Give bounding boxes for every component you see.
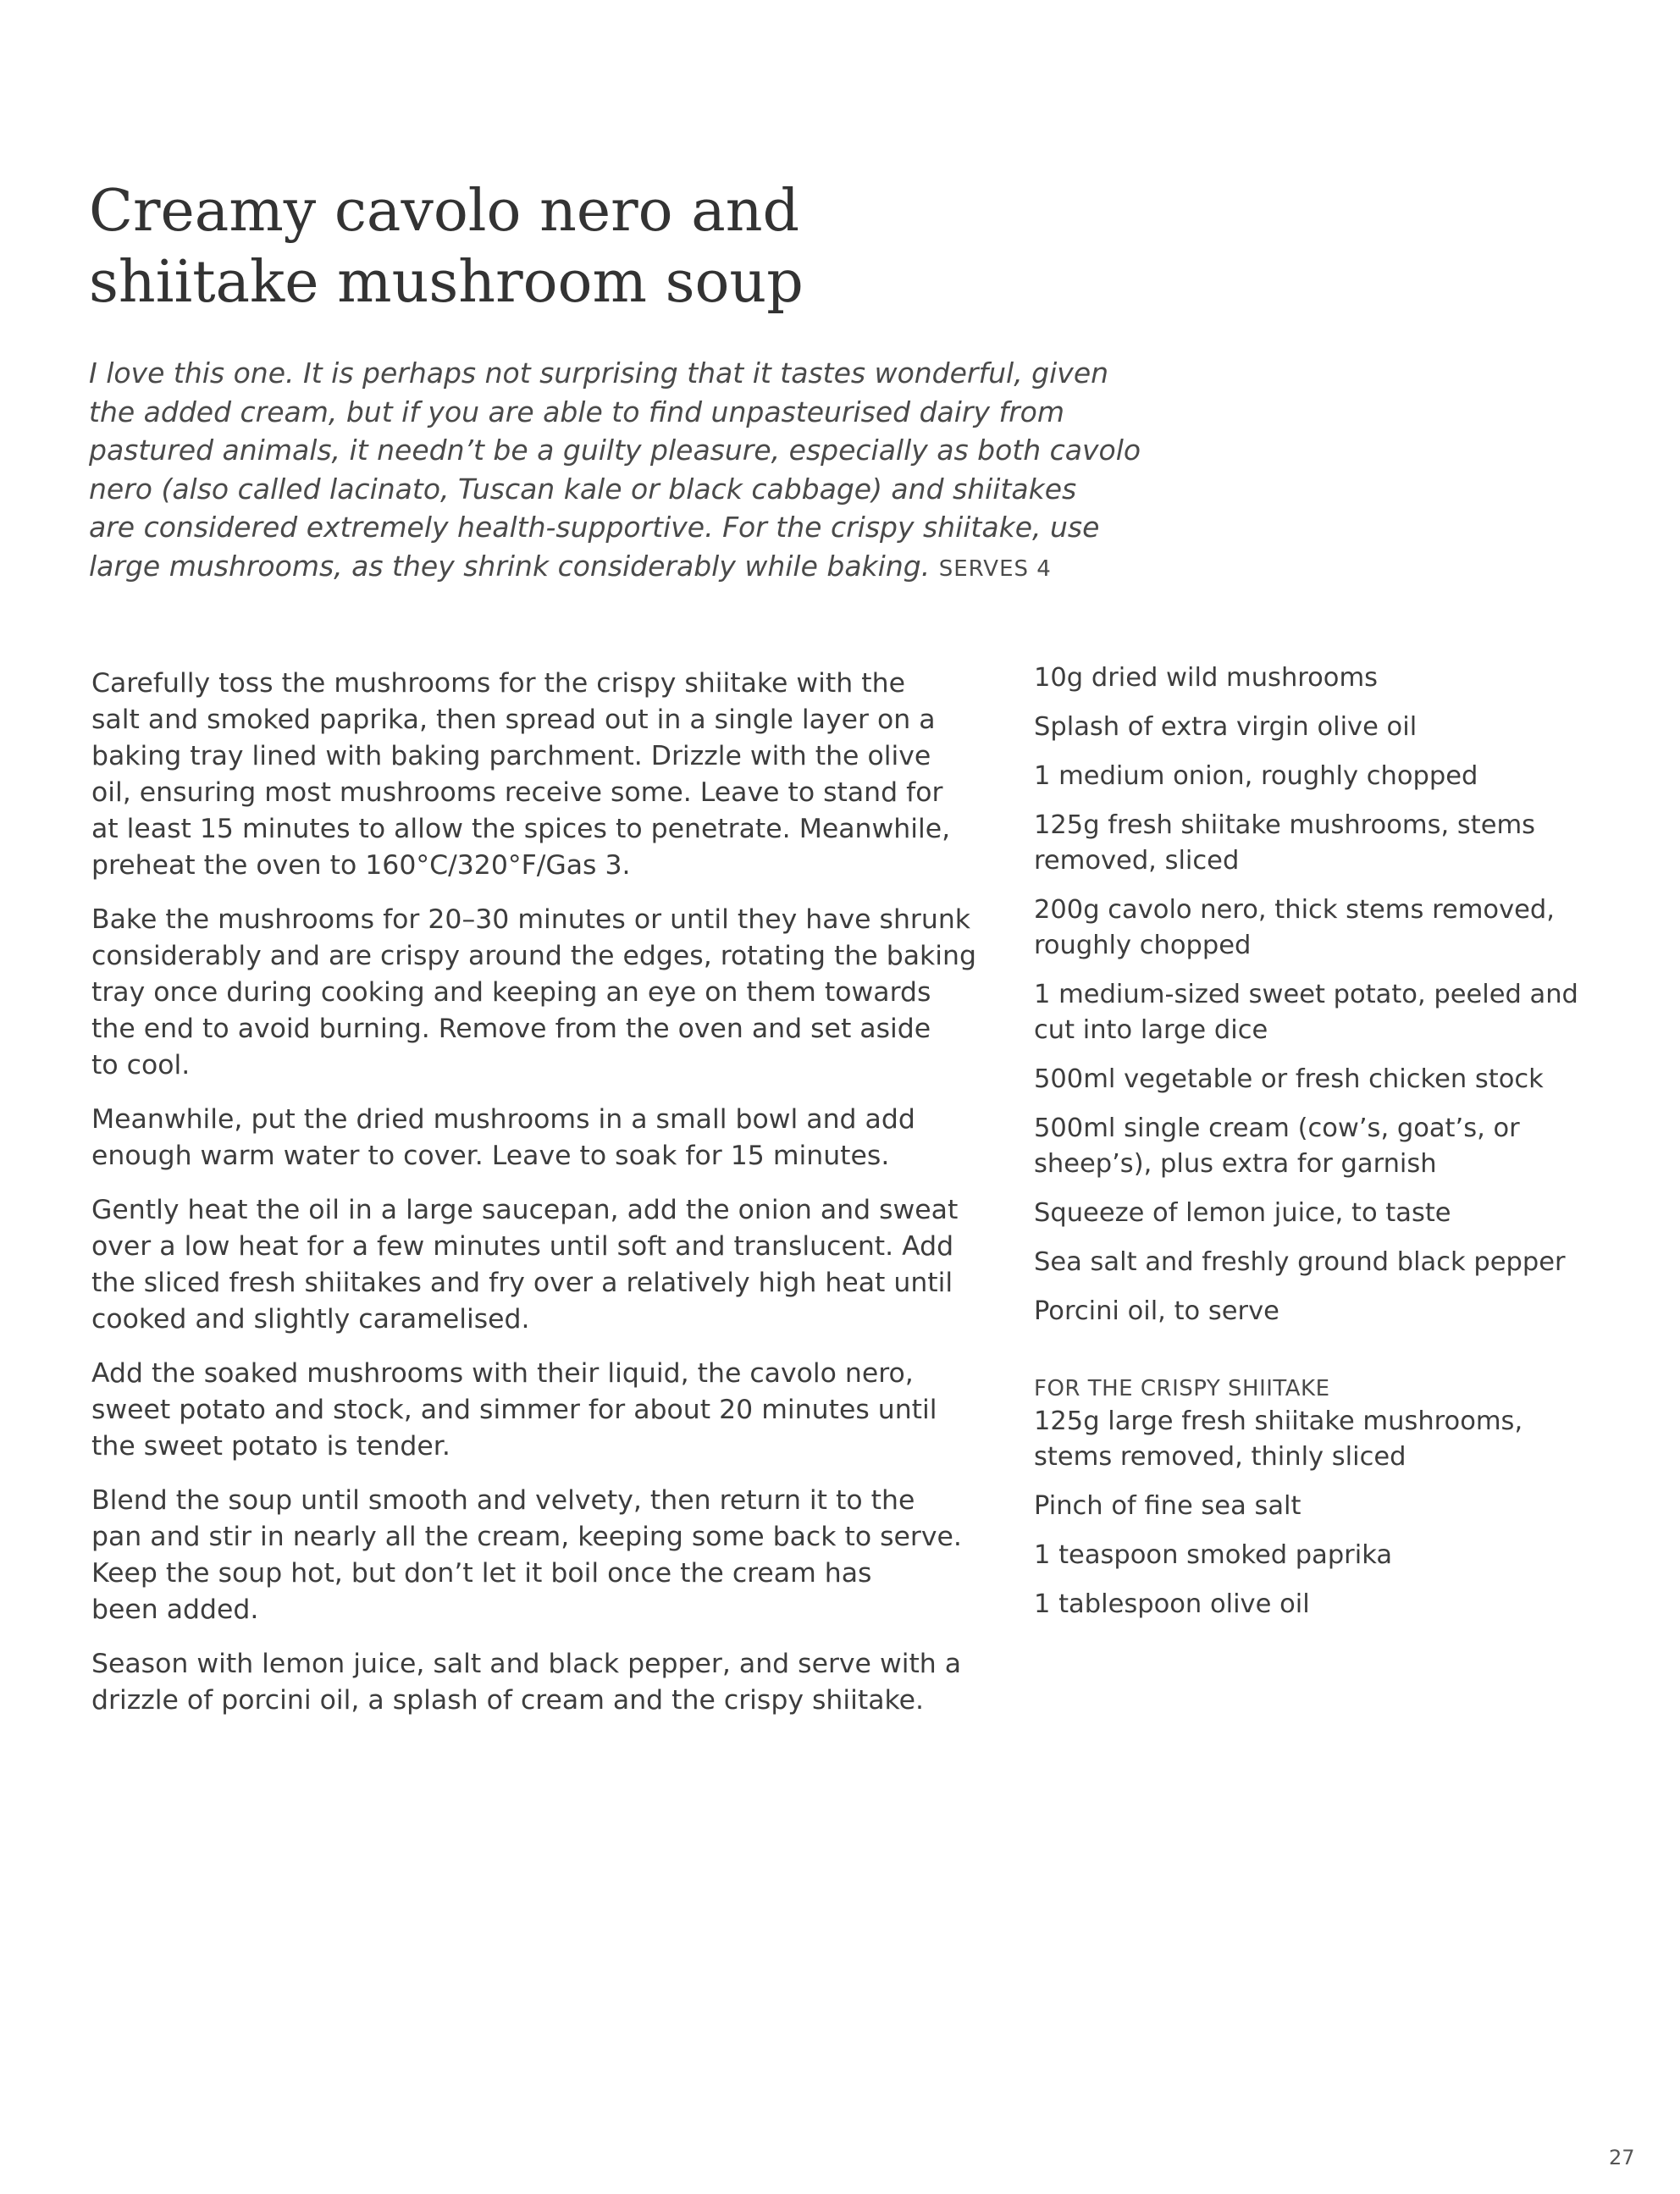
serves-label: SERVES 4 bbox=[938, 555, 1052, 582]
method-line: Keep the soup hot, but don’t let it boil once the cream has bbox=[91, 1558, 872, 1589]
intro-line-text: large mushrooms, as they shrink considerably while baking. bbox=[89, 549, 931, 583]
ingredients-column bbox=[1034, 660, 1627, 1636]
intro-line: pastured animals, it needn’t be a guilty pleasure, especially as both cavolo bbox=[89, 434, 1141, 467]
ingredient-item bbox=[1034, 1245, 1627, 1280]
ingredient-line: Squeeze of lemon juice, to taste bbox=[1034, 1198, 1451, 1228]
method-column bbox=[91, 666, 1014, 1737]
ingredient-line: 125g fresh shiitake mushrooms, stems bbox=[1034, 810, 1536, 840]
method-step-1 bbox=[91, 666, 1014, 884]
ingredient-item bbox=[1034, 1062, 1627, 1097]
ingredient-line: sheep’s), plus extra for garnish bbox=[1034, 1149, 1437, 1179]
ingredient-line: 200g cavolo nero, thick stems removed, bbox=[1034, 895, 1555, 925]
crispy-ingredient-item bbox=[1034, 1404, 1627, 1475]
page-number: 27 bbox=[1609, 2146, 1635, 2169]
ingredient-line: Pinch of fine sea salt bbox=[1034, 1491, 1301, 1521]
method-line: Blend the soup until smooth and velvety, then return it to the bbox=[91, 1485, 915, 1516]
ingredient-item bbox=[1034, 660, 1627, 696]
method-line: the end to avoid burning. Remove from the oven and set aside bbox=[91, 1014, 931, 1044]
ingredient-item bbox=[1034, 710, 1627, 745]
method-line: oil, ensuring most mushrooms receive some. Leave to stand for bbox=[91, 777, 943, 808]
method-line: cooked and slightly caramelised. bbox=[91, 1304, 530, 1335]
ingredient-line: Splash of extra virgin olive oil bbox=[1034, 712, 1418, 742]
ingredient-item bbox=[1034, 977, 1627, 1048]
method-line: enough warm water to cover. Leave to soak for 15 minutes. bbox=[91, 1141, 890, 1171]
method-line: drizzle of porcini oil, a splash of cream and the crispy shiitake. bbox=[91, 1685, 925, 1716]
method-step-4 bbox=[91, 1192, 1014, 1338]
ingredient-item bbox=[1034, 1111, 1627, 1182]
ingredient-item bbox=[1034, 893, 1627, 964]
ingredient-item bbox=[1034, 1196, 1627, 1231]
method-step-5 bbox=[91, 1356, 1014, 1465]
method-line: considerably and are crispy around the edges, rotating the baking bbox=[91, 941, 976, 971]
method-line: the sweet potato is tender. bbox=[91, 1431, 450, 1462]
ingredient-line: removed, sliced bbox=[1034, 846, 1240, 876]
method-line: tray once during cooking and keeping an eye on them towards bbox=[91, 977, 931, 1008]
ingredient-line: 1 tablespoon olive oil bbox=[1034, 1589, 1310, 1619]
method-line: to cool. bbox=[91, 1050, 191, 1080]
ingredient-item bbox=[1034, 759, 1627, 794]
ingredient-line: roughly chopped bbox=[1034, 931, 1252, 960]
method-line: salt and smoked paprika, then spread out in a single layer on a bbox=[91, 705, 936, 735]
crispy-shiitake-heading: FOR THE CRISPY SHIITAKE bbox=[1034, 1376, 1330, 1401]
method-line: Gently heat the oil in a large saucepan, add the onion and sweat bbox=[91, 1195, 959, 1225]
crispy-ingredient-item bbox=[1034, 1538, 1627, 1573]
method-line: Carefully toss the mushrooms for the crispy shiitake with the bbox=[91, 668, 905, 699]
method-line: the sliced fresh shiitakes and fry over a relatively high heat until bbox=[91, 1268, 953, 1298]
method-step-7 bbox=[91, 1646, 1014, 1719]
method-line: been added. bbox=[91, 1594, 259, 1625]
ingredient-line: 1 teaspoon smoked paprika bbox=[1034, 1540, 1393, 1570]
recipe-title-line-1: Creamy cavolo nero and bbox=[89, 178, 800, 245]
intro-line: the added cream, but if you are able to find unpasteurised dairy from bbox=[89, 395, 1065, 428]
ingredient-line: 500ml single cream (cow’s, goat’s, or bbox=[1034, 1114, 1520, 1143]
method-line: preheat the oven to 160°C/320°F/Gas 3. bbox=[91, 850, 631, 881]
ingredient-line: 500ml vegetable or fresh chicken stock bbox=[1034, 1064, 1544, 1094]
ingredient-item bbox=[1034, 1294, 1627, 1329]
method-step-2 bbox=[91, 902, 1014, 1084]
method-line: over a low heat for a few minutes until soft and translucent. Add bbox=[91, 1231, 954, 1262]
ingredient-item bbox=[1034, 808, 1627, 879]
method-step-3 bbox=[91, 1102, 1014, 1174]
intro-line: are considered extremely health-supportive. For the crispy shiitake, use bbox=[89, 511, 1100, 544]
ingredient-line: Porcini oil, to serve bbox=[1034, 1296, 1279, 1326]
method-line: Season with lemon juice, salt and black pepper, and serve with a bbox=[91, 1649, 962, 1679]
ingredient-line: cut into large dice bbox=[1034, 1015, 1268, 1045]
ingredient-line: Sea salt and freshly ground black pepper bbox=[1034, 1247, 1566, 1277]
intro-line: nero (also called lacinato, Tuscan kale or black cabbage) and shiitakes bbox=[89, 472, 1077, 506]
method-line: pan and stir in nearly all the cream, keeping some back to serve. bbox=[91, 1522, 962, 1552]
intro-line: I love this one. It is perhaps not surprising that it tastes wonderful, given bbox=[89, 356, 1109, 390]
method-line: at least 15 minutes to allow the spices to penetrate. Meanwhile, bbox=[91, 814, 951, 844]
recipe-intro bbox=[89, 354, 1190, 589]
recipe-title bbox=[89, 176, 1020, 318]
method-line: Bake the mushrooms for 20–30 minutes or until they have shrunk bbox=[91, 904, 971, 935]
method-line: baking tray lined with baking parchment. Drizzle with the olive bbox=[91, 741, 931, 771]
ingredient-line: stems removed, thinly sliced bbox=[1034, 1442, 1406, 1472]
method-line: sweet potato and stock, and simmer for about 20 minutes until bbox=[91, 1395, 937, 1425]
recipe-title-line-2: shiitake mushroom soup bbox=[89, 249, 804, 316]
ingredient-line: 1 medium onion, roughly chopped bbox=[1034, 761, 1478, 791]
ingredient-line: 1 medium-sized sweet potato, peeled and bbox=[1034, 980, 1578, 1009]
intro-line-last bbox=[89, 547, 1190, 589]
ingredient-line: 125g large fresh shiitake mushrooms, bbox=[1034, 1406, 1523, 1436]
method-line: Add the soaked mushrooms with their liquid, the cavolo nero, bbox=[91, 1358, 914, 1389]
method-step-6 bbox=[91, 1483, 1014, 1628]
crispy-ingredient-item bbox=[1034, 1489, 1627, 1524]
ingredient-line: 10g dried wild mushrooms bbox=[1034, 663, 1379, 693]
method-line: Meanwhile, put the dried mushrooms in a small bowl and add bbox=[91, 1104, 915, 1135]
crispy-ingredient-item bbox=[1034, 1587, 1627, 1622]
